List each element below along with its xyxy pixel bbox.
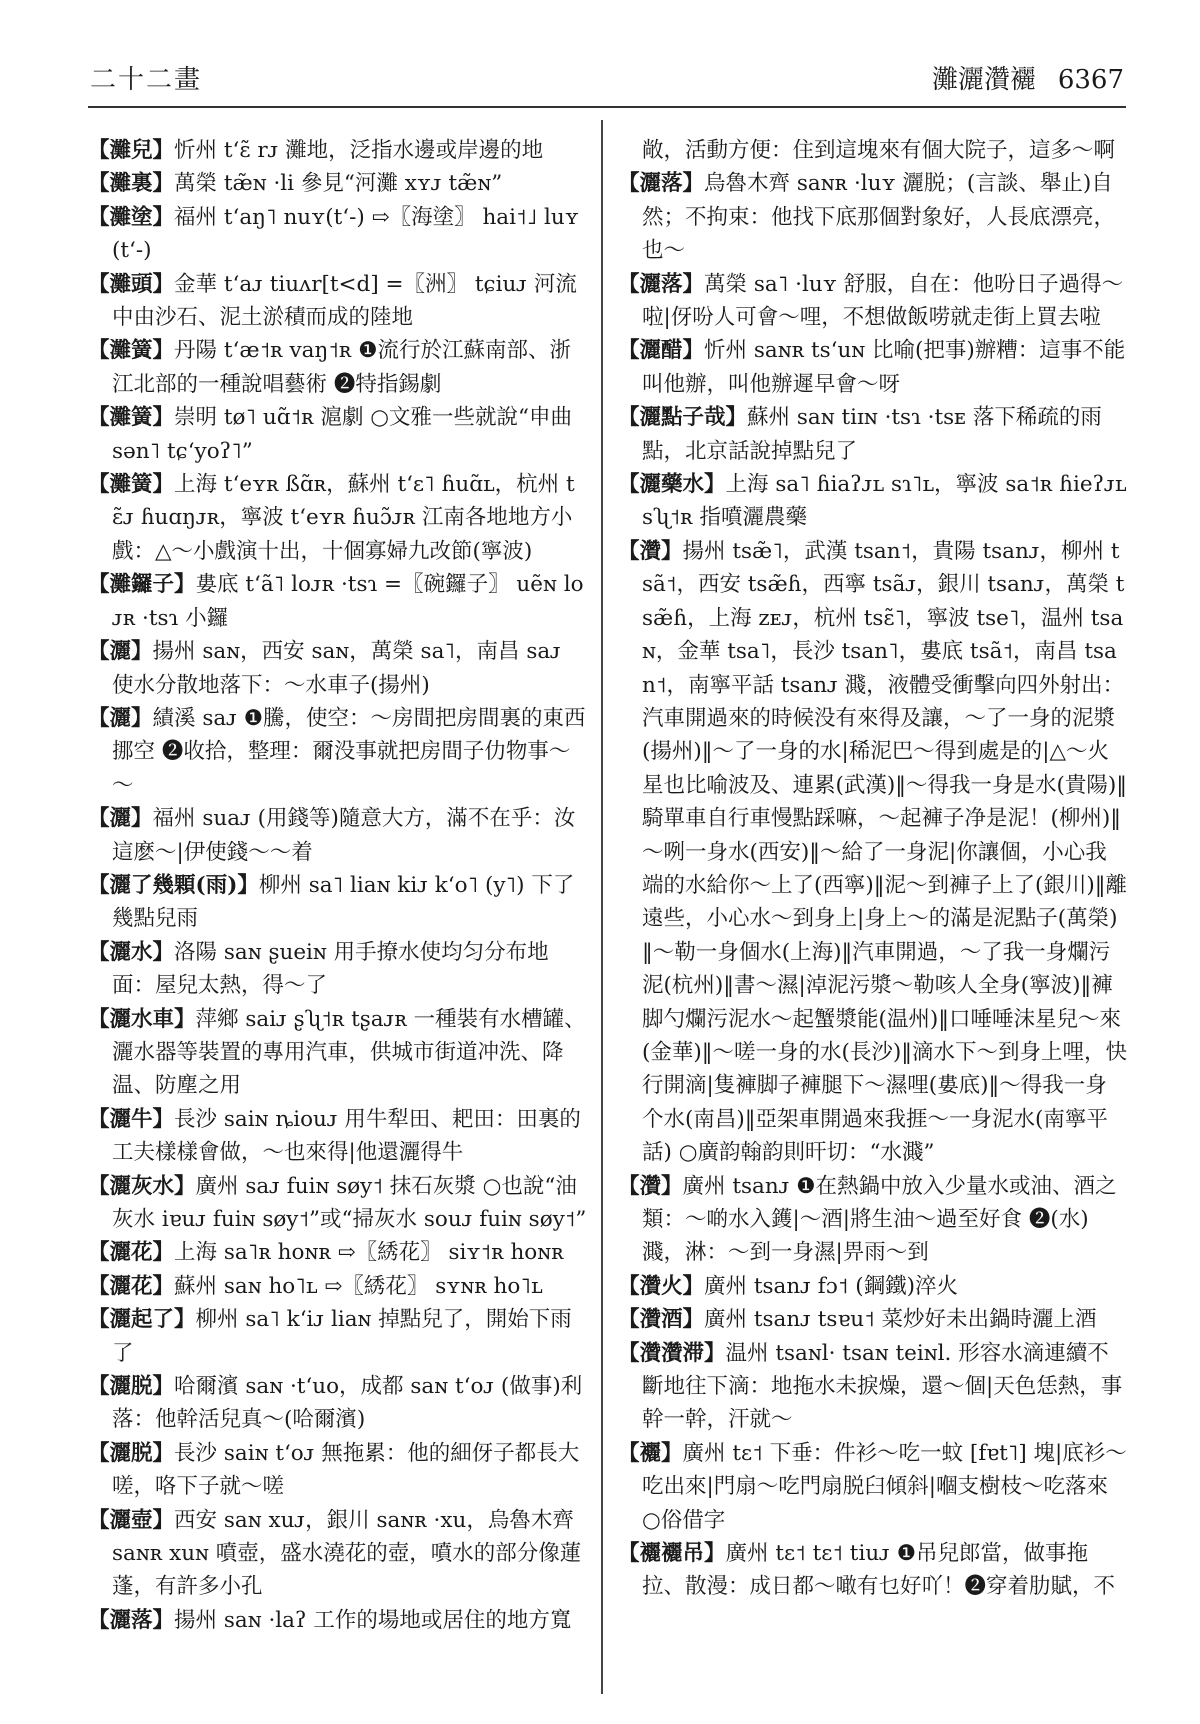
entry-body: 長沙 saiɴ ȵiouᴊ 用牛犁田、耙田：田裏的工夫樣樣會做，～也來得|他還灑得牛 (112, 1106, 581, 1166)
headword-text: 灑 (109, 639, 132, 665)
headword-text: 灑點子哉 (639, 405, 726, 431)
entry-body: 婁底 tʻã˥ loᴊʀ ·tsɿ =〖碗鑼子〗 uẽɴ loᴊʀ ·tsɿ 小鑼 (112, 572, 584, 631)
entry-headword: 【灑花】 (88, 1240, 175, 1266)
entry-body: 蘇州 saɴ ho˥ʟ ⇨〖綉花〗 sʏɴʀ ho˥ʟ (174, 1273, 543, 1299)
entry-body: 廣州 tɛ˦ tɛ˦ tiuᴊ ❶吊兒郎當，做事拖拉、散漫：成日都～噉有乜好吖！❷穿着肋賦，不 (642, 1541, 1116, 1600)
entry-headword: 【灑落】 (618, 171, 705, 197)
entry-body: 上海 sa˥ʀ hoɴʀ ⇨〖綉花〗 siʏ˦ʀ hoɴʀ (174, 1240, 564, 1266)
entry-body: 揚州 saɴ，西安 saɴ，萬榮 sa˥，南昌 saᴊ 使水分散地落下：～水車子(揚州) (112, 639, 561, 698)
dictionary-entry (618, 167, 1128, 267)
dictionary-entry (88, 1504, 588, 1604)
entry-headword: 【灑灰水】 (88, 1173, 196, 1199)
entry-headword: 【灘兒】 (88, 138, 175, 163)
dictionary-entry (88, 568, 588, 635)
dictionary-entry (618, 134, 1128, 167)
entry-body: 廣州 tsanᴊ fɔ˦ (鋼鐵)淬火 (704, 1273, 958, 1299)
dictionary-entry (88, 1170, 588, 1237)
entry-headword: 【灒】 (618, 538, 683, 564)
header-right (910, 59, 1124, 96)
entry-body: 萬榮 tæ̃ɴ ·li 參見“河灘 xʏᴊ tæ̃ɴ” (174, 171, 503, 197)
dictionary-entry (618, 1270, 1128, 1303)
dictionary-entry (88, 635, 588, 702)
headword-text: 灑牛 (109, 1106, 153, 1132)
headword-text: 灘簧 (109, 405, 153, 431)
headword-text: 灘塗 (109, 204, 153, 230)
entry-headword: 【灘鑼子】 (88, 572, 196, 598)
entry-body: 丹陽 tʻæ˦ʀ vaŋ˦ʀ ❶流行於江蘇南部、浙江北部的一種說唱藝術 ❷特指錫劇 (112, 338, 572, 397)
headword-text: 灘頭 (109, 271, 153, 297)
headword-text: 灑脱 (109, 1440, 153, 1466)
entry-body: 崇明 tø˥ uɑ̃˦ʀ 滬劇 ○文雅一些就說“申曲 sən˥ tɕʻyoʔ˥” (112, 405, 573, 464)
dictionary-entry (88, 401, 588, 468)
entry-headword: 【灒火】 (618, 1273, 705, 1299)
dictionary-entry (88, 1003, 588, 1103)
dictionary-entry (88, 1303, 588, 1370)
page-number: 6367 (1057, 65, 1124, 95)
headword-text: 灑花 (109, 1240, 153, 1266)
headword-text: 灑 (109, 705, 132, 731)
entry-headword: 【灑起了】 (88, 1307, 196, 1333)
headword-text: 灑了幾顆(雨) (109, 872, 238, 898)
entry-body: 敞，活動方便：住到這塊來有個大院子，這多～啊 (642, 138, 1116, 163)
dictionary-entry (618, 1170, 1128, 1270)
entry-headword: 【灘裏】 (88, 171, 175, 197)
headword-text: 灘鑼子 (109, 572, 175, 598)
dictionary-entry (88, 1270, 588, 1303)
entry-headword: 【灘簧】 (88, 405, 175, 431)
dictionary-entry (88, 268, 588, 335)
entry-body: 柳州 sa˥ liaɴ kiᴊ kʻo˥ (y˥) 下了幾點兒雨 (112, 872, 575, 932)
entry-body: 西安 saɴ xuᴊ，銀川 saɴʀ ·xu，烏魯木齊 saɴʀ xuɴ 噴壺，盛水澆花的壺，噴水的部分像蓮蓬，有許多小孔 (112, 1507, 582, 1600)
headword-text: 灑落 (109, 1607, 153, 1633)
headword-text: 灑脱 (109, 1374, 153, 1400)
entry-body: 福州 suaᴊ (用錢等)隨意大方，滿不在乎：汝這麽～|伊使錢～～着 (112, 806, 576, 865)
headword-text: 灒 (639, 538, 662, 564)
entry-headword: 【灑藥水】 (618, 472, 726, 498)
entry-body: 温州 tsaɴl· tsaɴ teiɴl. 形容水滴連續不斷地往下滴：地拖水未捩燥，還～個|天色恁熱，事幹一幹，汗就～ (642, 1340, 1123, 1433)
entry-body: 忻州 saɴʀ tsʻuɴ 比喻(把事)辦糟：這事不能叫他辦，叫他辦遲早會～呀 (642, 338, 1126, 397)
entry-headword: 【灑水】 (88, 939, 175, 965)
headword-text: 襹襹吊 (639, 1541, 705, 1567)
entry-body: 廣州 tɛ˦ 下垂：件衫～吃一蚊 [fɐt˥] 塊|底衫～吃出來|門扇～吃門扇脱臼傾斜|嗰支樹枝～吃落來 ○俗借字 (642, 1440, 1127, 1533)
entry-headword: 【灘塗】 (88, 204, 175, 230)
entry-body: 福州 tʻaŋ˥ nuʏ(tʻ-) ⇨〖海塗〗 hai˦˩ luʏ (tʻ-) (112, 204, 579, 264)
entry-body: 上海 sa˥ ɦiaʔᴊʟ sɿ˥ʟ，寧波 sa˦ʀ ɦieʔᴊʟ sʯ˦ʀ 指噴灑農藥 (642, 472, 1127, 531)
entry-body: 上海 tʻeʏʀ ßɑ̃ʀ，蘇州 tʻɛ˥ ɦuɑ̃ʟ，杭州 tɛ̃ᴊ ɦuɑŋᴊʀ，寧波 tʻeʏʀ ɦuɔ̃ᴊʀ 江南各地地方小戲：△～小戲演十出，十個寡婦九改節(寧波) (112, 472, 575, 564)
dictionary-entry (88, 334, 588, 401)
dictionary-entry (618, 535, 1128, 1170)
entry-body: 萍鄉 saiᴊ ʂʯ˦ʀ tʂaᴊʀ 一種裝有水槽罐、灑水器等裝置的專用汽車，供城市街道冲洗、降温、防塵之用 (112, 1006, 586, 1099)
headword-text: 灒火 (639, 1273, 683, 1299)
headword-text: 灑灰水 (109, 1173, 175, 1199)
headword-text: 灑壺 (109, 1507, 153, 1533)
dictionary-entry (618, 468, 1128, 535)
entry-headword: 【灘簧】 (88, 472, 175, 498)
dictionary-entry (88, 936, 588, 1003)
entry-headword: 【灒】 (618, 1173, 683, 1199)
dictionary-entry (88, 167, 588, 200)
entry-headword: 【灑落】 (88, 1607, 175, 1633)
entry-body: 廣州 saᴊ fuiɴ søy˦ 抹石灰漿 ○也說“油灰水 iɐuᴊ fuiɴ søy˦”或“掃灰水 souᴊ fuiɴ søy˦” (112, 1173, 587, 1232)
dictionary-entry (88, 468, 588, 568)
headword-text: 灒酒 (639, 1307, 683, 1333)
right-column (618, 134, 1128, 1604)
dictionary-entry (88, 802, 588, 869)
entry-body: 金華 tʻaᴊ tiuʌr[t<d] =〖洲〗 tɕiuᴊ 河流中由沙石、泥土淤積而成的陸地 (112, 271, 577, 331)
entry-headword: 【灑】 (88, 806, 153, 832)
headword-text: 灑花 (109, 1273, 153, 1299)
entry-body: 蘇州 saɴ tiɪɴ ·tsɿ ·tsᴇ 落下稀疏的雨點，北京話說掉點兒了 (642, 405, 1102, 464)
entry-body: 廣州 tsanᴊ ❶在熱鍋中放入少量水或油、酒之類：～啲水入鑊|～酒|將生油～過至好食 ❷(水)濺，淋：～到一身濕|畀雨～到 (642, 1173, 1117, 1266)
entry-headword: 【灑水車】 (88, 1006, 196, 1032)
entry-headword: 【灑壺】 (88, 1507, 175, 1533)
headword-text: 灑醋 (639, 338, 683, 364)
left-column (88, 134, 588, 1637)
dictionary-entry (618, 1337, 1128, 1437)
headword-text: 灑水 (109, 939, 153, 965)
headword-text: 灘簧 (109, 338, 153, 364)
entry-headword: 【灑】 (88, 639, 153, 665)
entry-headword: 【灑】 (88, 705, 153, 731)
headword-text: 灑落 (639, 271, 683, 297)
section-title: 二十二畫 (90, 65, 203, 95)
headword-text: 灑水車 (109, 1006, 175, 1032)
headword-text: 灑落 (639, 171, 683, 197)
dictionary-entry (88, 702, 588, 802)
entry-headword: 【灑脱】 (88, 1374, 175, 1400)
entry-headword: 【灑點子哉】 (618, 405, 748, 431)
dictionary-entry (618, 401, 1128, 468)
entry-body: 忻州 tʻɛ̃ rᴊ 灘地，泛指水邊或岸邊的地 (174, 138, 544, 163)
entry-body: 哈爾濱 saɴ ·tʻuo，成都 saɴ tʻoᴊ (做事)利落：他幹活兒真～(哈爾濱) (112, 1374, 583, 1433)
entry-body: 烏魯木齊 saɴʀ ·luʏ 灑脱；(言談、舉止)自然；不拘束：他找下底那個對象好，人長底漂亮，也～ (642, 171, 1116, 264)
entry-body: 廣州 tsanᴊ tsɐu˦ 菜炒好未出鍋時灑上酒 (704, 1307, 1097, 1333)
dictionary-entry (88, 1236, 588, 1269)
entry-headword: 【灑牛】 (88, 1106, 175, 1132)
running-header (88, 60, 1126, 108)
headword-text: 灑藥水 (639, 472, 705, 498)
entry-headword: 【灑了幾顆(雨)】 (88, 872, 259, 898)
entry-headword: 【灑花】 (88, 1273, 175, 1299)
headword-text: 灑起了 (109, 1307, 175, 1333)
dictionary-entry (618, 1537, 1128, 1604)
column-divider (601, 120, 603, 1694)
entry-headword: 【灒灒滞】 (618, 1340, 726, 1366)
dictionary-entry (88, 1370, 588, 1437)
dictionary-entry (88, 1437, 588, 1504)
entry-body: 洛陽 saɴ ʂueiɴ 用手撩水使均匀分布地面：屋兒太熱，得～了 (112, 939, 549, 999)
header-chars: 灘灑灒襹 (931, 65, 1036, 95)
headword-text: 灒 (639, 1173, 662, 1199)
entry-body: 揚州 saɴ ·laʔ 工作的場地或居住的地方寬 (174, 1607, 572, 1633)
entry-headword: 【襹】 (618, 1440, 683, 1466)
headword-text: 灘裏 (109, 171, 153, 197)
dictionary-entry (88, 201, 588, 268)
headword-text: 灒灒滞 (639, 1340, 705, 1366)
dictionary-entry (618, 1437, 1128, 1537)
entry-headword: 【襹襹吊】 (618, 1541, 726, 1567)
dictionary-entry (88, 869, 588, 936)
headword-text: 灑 (109, 806, 132, 832)
dictionary-entry (618, 334, 1128, 401)
dictionary-entry (618, 268, 1128, 335)
entry-headword: 【灑醋】 (618, 338, 705, 364)
entry-body: 萬榮 sa˥ ·luʏ 舒服，自在：他吩日子過得～啦|伢吩人可會～哩，不想做飯唠就走街上買去啦 (642, 271, 1124, 331)
dictionary-entry (618, 1303, 1128, 1336)
entry-headword: 【灑脱】 (88, 1440, 175, 1466)
entry-headword: 【灘頭】 (88, 271, 175, 297)
dictionary-entry (88, 1604, 588, 1637)
dictionary-entry (88, 134, 588, 167)
headword-text: 灘簧 (109, 472, 153, 498)
entry-headword: 【灒酒】 (618, 1307, 705, 1333)
entry-body: 柳州 sa˥ kʻiᴊ liaɴ 掉點兒了，開始下雨了 (112, 1307, 572, 1366)
entry-headword: 【灘簧】 (88, 338, 175, 364)
entry-body: 長沙 saiɴ tʻoᴊ 無拖累：他的細伢子都長大嗟，咯下子就～嗟 (112, 1440, 580, 1500)
entry-body: 績溪 saᴊ ❶騰，使空：～房間把房間裏的東西挪空 ❷收拾，整理：爾没事就把房間子仂物事～～ (112, 705, 586, 798)
headword-text: 襹 (639, 1440, 662, 1466)
entry-headword: 【灑落】 (618, 271, 705, 297)
headword-text: 灘兒 (109, 138, 153, 163)
dictionary-entry (88, 1103, 588, 1170)
entry-body: 揚州 tsæ̃˥，武漢 tsan˦，貴陽 tsanᴊ，柳州 tsã˦，西安 tsæ̃ɦ，西寧 tsãᴊ，銀川 tsanᴊ，萬榮 tsæ̃ɦ，上海 zᴇᴊ，杭州 tsɛ̃˥，寧波 tse˥，温州 tsaɴ，金華 tsa˥，長沙 tsan˥，婁底 tsã˦，南昌 tsan˦，南寧平話 tsanᴊ 濺，液體受衝擊向四外射出：汽車開過來的時候没有來得及讓，～了一身的泥漿(揚州)‖～了一身的水|稀泥巴～得到處是的|△～火星也比喻波及、連累(武漢)‖～得我一身是水(貴陽)‖騎單車自行車慢點踩嘛，～起褲子净是泥！(柳州)‖～咧一身水(西安)‖～給了一身泥|你讓個，小心我端的水給你～上了(西寧)‖泥～到褲子上了(銀川)‖離遠些，小心水～到身上|身上～的滿是泥點子(萬榮)‖～勒一身個水(上海)‖汽車開過，～了我一身爛污泥(杭州)‖書～濕|淖泥污漿～勒咳人全身(寧波)‖褲脚勺爛污泥水～起蟹漿能(温州)‖口唾唾沫星兒～來(金華)‖～嗟一身的水(長沙)‖滴水下～到身上哩，快行開滴|隻褲脚子褲腿下～濕哩(婁底)‖～得我一身个水(南昌)‖亞架車開過來我捱～一身泥水(南寧平話) ○廣韵翰韵則旰切：“水濺” (642, 538, 1128, 1166)
